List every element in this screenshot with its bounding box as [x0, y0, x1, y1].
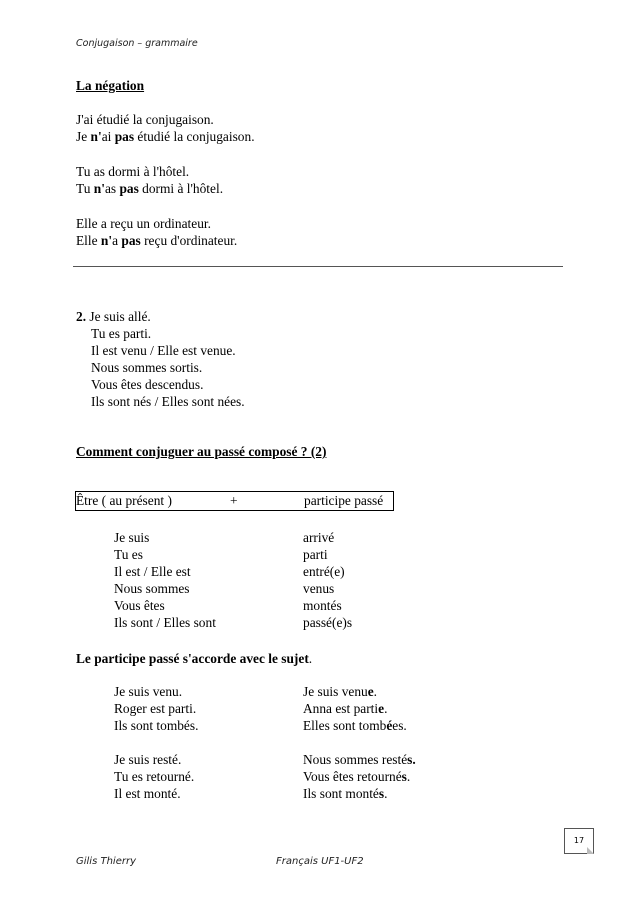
section-divider: [73, 266, 563, 267]
conj-participle-6: passé(e)s: [303, 615, 353, 630]
negation-title: La négation: [76, 78, 145, 93]
negation-negative-1: Je n'ai pas étudié la conjugaison.: [76, 129, 255, 144]
conj-subject-4: Nous sommes: [114, 581, 190, 596]
accord-right-2: Anna est partie.: [303, 701, 388, 716]
conj-subject-2: Tu es: [114, 547, 143, 562]
conj-participle-2: parti: [303, 547, 328, 562]
accord-right-1: Je suis venue.: [303, 684, 378, 699]
formula-box: [75, 491, 394, 511]
formula-left: Être ( au présent ): [76, 493, 172, 508]
exercise-2-line-6: Ils sont nés / Elles sont nées.: [91, 394, 245, 409]
formula-right: participe passé: [304, 493, 384, 508]
negation-affirmative-2: Tu as dormi à l'hôtel.: [76, 164, 190, 179]
conj-subject-3: Il est / Elle est: [114, 564, 191, 579]
page-header: Conjugaison – grammaire: [76, 38, 198, 49]
footer-author: Gilis Thierry: [76, 856, 136, 867]
accord-right-3: Elles sont tombées.: [303, 718, 407, 733]
conj-participle-5: montés: [303, 598, 342, 613]
formula-plus: +: [230, 493, 238, 508]
exercise-2-line-3: Il est venu / Elle est venue.: [91, 343, 236, 358]
conj-subject-1: Je suis: [114, 530, 150, 545]
exercise-2-line-5: Vous êtes descendus.: [91, 377, 204, 392]
accord-left-5: Tu es retourné.: [114, 769, 195, 784]
exercise-2-line-1: 2. Je suis allé.: [76, 309, 151, 324]
exercise-2-line-2: Tu es parti.: [91, 326, 152, 341]
accord-right-6: Ils sont montés.: [303, 786, 388, 801]
accord-left-3: Ils sont tombés.: [114, 718, 199, 733]
accord-right-5: Vous êtes retournés.: [303, 769, 411, 784]
accord-left-1: Je suis venu.: [114, 684, 183, 699]
conj-participle-1: arrivé: [303, 530, 335, 545]
accord-left-6: Il est monté.: [114, 786, 181, 801]
accord-rule: Le participe passé s'accorde avec le sujet.: [76, 651, 313, 666]
conj-participle-4: venus: [303, 581, 335, 596]
accord-left-4: Je suis resté.: [114, 752, 182, 767]
conj-participle-3: entré(e): [303, 564, 345, 579]
passe-compose-title: Comment conjuguer au passé composé ? (2): [76, 444, 327, 459]
accord-right-4: Nous sommes restés.: [303, 752, 416, 767]
negation-negative-3: Elle n'a pas reçu d'ordinateur.: [76, 233, 238, 248]
negation-negative-2: Tu n'as pas dormi à l'hôtel.: [76, 181, 224, 196]
page-number: 17: [564, 828, 594, 854]
exercise-2-line-4: Nous sommes sortis.: [91, 360, 203, 375]
negation-affirmative-3: Elle a reçu un ordinateur.: [76, 216, 211, 231]
negation-affirmative-1: J'ai étudié la conjugaison.: [76, 112, 214, 127]
conj-subject-6: Ils sont / Elles sont: [114, 615, 216, 630]
conj-subject-5: Vous êtes: [114, 598, 165, 613]
footer-course: Français UF1-UF2: [276, 856, 364, 867]
accord-left-2: Roger est parti.: [114, 701, 197, 716]
